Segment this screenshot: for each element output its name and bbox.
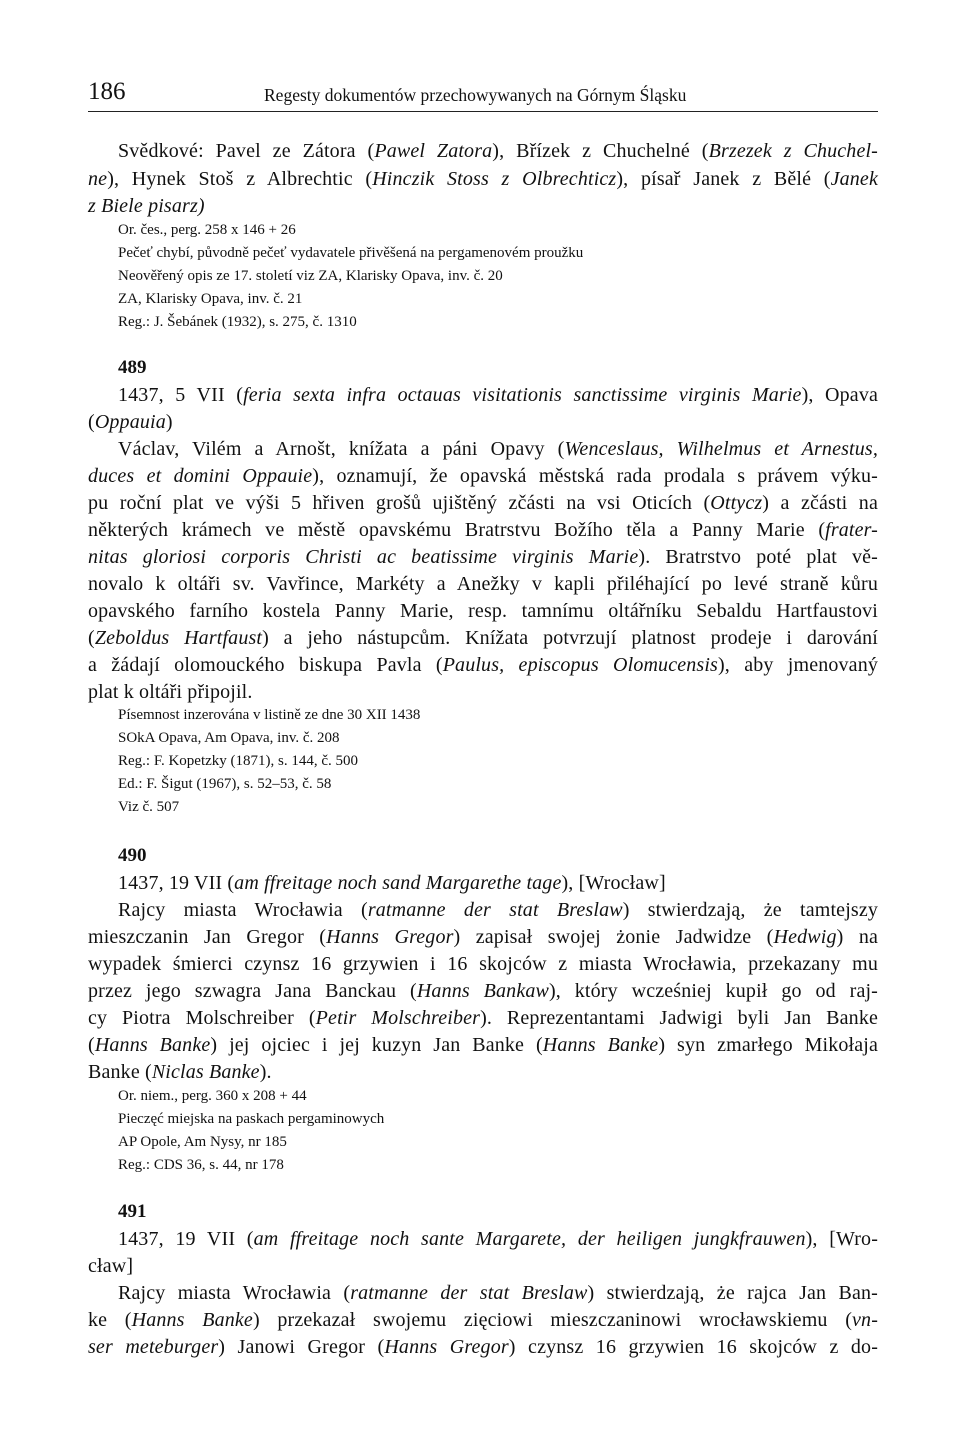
text-segment: novalo k oltáři sv. Vavřince, Markéty a Anežky v kapli přiléhající po levé straně kůru [88,573,878,595]
text-segment: ) przekazał swojemu zięciowi mieszczaninowi wrocławskiemu ( [252,1309,853,1331]
entry-number: 489 [118,357,147,378]
italic-segment: Janek [830,168,878,190]
text-line [88,1336,878,1359]
text-line [118,872,666,895]
text-segment: a žádají olomouckého biskupa Pavla ( [88,654,443,676]
italic-segment: Hinczik Stoss z Olbrechticz [372,168,617,190]
text-line [88,1255,133,1278]
archival-note: Viz č. 507 [118,799,180,815]
text-segment: plat k oltáři připojil. [88,681,253,703]
italic-segment: Oppauia [94,411,166,433]
entry-number: 491 [118,1201,147,1222]
text-segment: ) syn zmarłego Mikołaja [658,1034,878,1056]
text-segment: ), [Wrocław] [561,872,666,894]
running-title: Regesty dokumentów przechowywanych na Górnym Śląsku [264,85,687,105]
text-segment: ), Břízek z Chuchelné ( [492,140,709,162]
text-segment: ) czynsz 16 grzywien 16 skojców z do- [508,1336,879,1358]
italic-segment: Niclas Banke [151,1061,260,1083]
text-segment: ke ( [88,1309,132,1331]
text-line [118,1282,878,1305]
archival-note: SOkA Opava, Am Opava, inv. č. 208 [118,730,340,746]
text-segment: ), oznamují, že opavská městská rada prodala s právem výku- [312,465,878,487]
text-line [118,899,878,922]
text-line [88,519,878,542]
text-line [88,168,878,191]
text-segment: Svědkové: Pavel ze Zátora ( [118,140,375,162]
italic-segment: z Biele pisarz) [88,195,205,217]
page-number: 186 [88,78,126,105]
text-line [88,681,253,704]
archival-note: Ed.: F. Šigut (1967), s. 52–53, č. 58 [118,776,332,792]
text-line [88,627,878,650]
text-line [88,926,878,949]
text-segment: ) stwierdzają, że tamtejszy [622,899,879,921]
text-line [88,1034,878,1057]
archival-note: Pečeť chybí, původně pečeť vydavatele přivěšená na pergamenovém proužku [118,245,584,261]
italic-segment: Hanns Banke [542,1034,659,1056]
italic-segment: Zeboldus Hartfaust [94,627,263,649]
text-line [88,1007,878,1030]
archival-note: Reg.: CDS 36, s. 44, nr 178 [118,1157,284,1173]
text-line [118,1228,878,1251]
text-segment: cy Piotra Molschreiber ( [88,1007,316,1029]
text-segment: Banke ( [88,1061,152,1083]
italic-segment: ratmanne der stat Breslaw [350,1282,588,1304]
text-segment: ), Hynek Stoš z Albrechtic ( [107,168,373,190]
text-segment: mieszczanin Jan Gregor ( [88,926,327,948]
text-line [88,600,878,623]
italic-segment: Brzezek z Chuchel- [708,140,878,162]
italic-segment: duces et domini Oppauie [88,465,313,487]
text-line [88,953,878,976]
text-segment: przez jego szwagra Jana Banckau ( [88,980,417,1002]
italic-segment: frater- [825,519,878,541]
text-segment: 1437, 19 VII ( [118,1228,254,1250]
text-line [88,465,878,488]
italic-segment: Paulus, episcopus Olomucensis [442,654,718,676]
italic-segment: Hanns Gregor [326,926,454,948]
italic-segment: Wenceslaus, Wilhelmus et Arnestus, [564,438,878,460]
archival-note: Reg.: J. Šebánek (1932), s. 275, č. 1310 [118,314,357,330]
text-line [118,384,878,407]
text-segment: Rajcy miasta Wrocławia ( [118,1282,351,1304]
italic-segment: Ottycz [710,492,763,514]
text-segment: ), [Wro- [805,1228,879,1250]
text-segment: cław] [88,1255,134,1277]
text-segment: ) jej ojciec i jej kuzyn Jan Banke ( [210,1034,543,1056]
italic-segment: Hedwig [773,926,837,948]
text-segment: ), który wcześniej kupił go od raj- [548,980,878,1002]
text-line [88,1061,272,1084]
archival-note: Or. čes., perg. 258 x 146 + 26 [118,222,296,238]
italic-segment: Petir Molschreiber [315,1007,481,1029]
italic-segment: Hanns Banke [131,1309,253,1331]
text-segment: 1437, 19 VII ( [118,872,235,894]
text-line [88,195,205,218]
italic-segment: vn- [852,1309,879,1331]
text-segment: ), písař Janek z Bělé ( [616,168,831,190]
archival-note: Reg.: F. Kopetzky (1871), s. 144, č. 500 [118,753,359,769]
text-line [118,140,878,163]
text-segment: ( [88,627,95,649]
entry-number: 490 [118,845,147,866]
text-segment: wypadek śmierci czynsz 16 grzywien i 16 skojców z miasta Wrocławia, przekazany mu [88,953,878,975]
italic-segment: Pawel Zatora [374,140,493,162]
archival-note: Neověřený opis ze 17. století viz ZA, Klarisky Opava, inv. č. 20 [118,268,503,284]
text-line [88,573,878,596]
text-segment: ) [165,411,173,433]
archival-note: Písemnost inzerována v listině ze dne 30 XII 1438 [118,707,421,723]
header-rule [88,111,878,112]
italic-segment: feria sexta infra octauas visitationis sanctissime virginis Marie [243,384,802,406]
text-segment: 1437, 5 VII ( [118,384,244,406]
text-segment: ( [88,411,95,433]
text-segment: ). Bratrstvo poté plat vě- [638,546,878,568]
text-line [88,492,878,515]
text-segment: ) na [836,926,879,948]
text-line [88,654,878,677]
text-segment: ) a zčásti na [762,492,878,514]
archival-note: AP Opole, Am Nysy, nr 185 [118,1134,287,1150]
text-segment: některých krámech ve městě opavskému Bratrstvu Božího těla a Panny Marie ( [88,519,826,541]
text-line [88,1309,878,1332]
text-segment: pu roční plat ve výši 5 hřiven grošů ujištěný zčásti na vsi Oticích ( [88,492,711,514]
text-segment: ) stwierdzają, że rajca Jan Ban- [587,1282,878,1304]
text-segment: ). [259,1061,272,1083]
page-header [88,76,878,110]
text-segment: ( [88,1034,95,1056]
text-segment: ), Opava [801,384,878,406]
text-line [88,980,878,1003]
archival-note: ZA, Klarisky Opava, inv. č. 21 [118,291,303,307]
text-segment: ) a jeho nástupcům. Knížata potvrzují platnost prodeje i darování [262,627,878,649]
text-line [88,411,173,434]
italic-segment: Hanns Bankaw [416,980,549,1002]
italic-segment: Hanns Gregor [384,1336,509,1358]
text-line [88,546,878,569]
italic-segment: ne [88,168,108,190]
text-line [118,438,878,461]
text-segment: opavského farního kostela Panny Marie, resp. tamnímu oltářníku Sebaldu Hartfaustovi [88,600,878,622]
text-segment: ) Janowi Gregor ( [218,1336,385,1358]
italic-segment: Hanns Banke [94,1034,211,1056]
text-segment: ) zapisał swojej żonie Jadwidze ( [453,926,774,948]
italic-segment: ser meteburger [88,1336,219,1358]
text-segment: Rajcy miasta Wrocławia ( [118,899,368,921]
italic-segment: ratmanne der stat Breslaw [367,899,623,921]
italic-segment: am ffreitage noch sante Margarete, der heiligen jungkfrauwen [253,1228,806,1250]
text-segment: ). Reprezentantami Jadwigi byli Jan Banke [480,1007,879,1029]
italic-segment: nitas gloriosi corporis Christi ac beatissime virginis Marie [88,546,639,568]
text-segment: ), aby jmenovaný [718,654,878,676]
text-segment: Václav, Vilém a Arnošt, knížata a páni Opavy ( [118,438,565,460]
italic-segment: am ffreitage noch sand Margarethe tage [234,872,562,894]
archival-note: Pieczęć miejska na paskach pergaminowych [118,1111,385,1127]
archival-note: Or. niem., perg. 360 x 208 + 44 [118,1088,307,1104]
